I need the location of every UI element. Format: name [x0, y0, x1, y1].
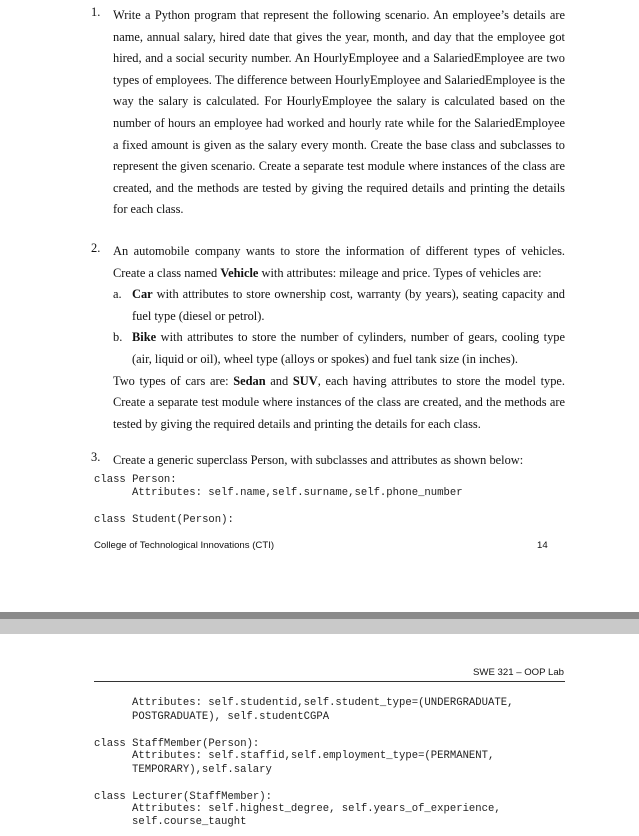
- page-separator: [0, 612, 639, 634]
- code-lecturer-attrs-1: Attributes: self.highest_degree, self.years_of_experience,: [132, 803, 501, 815]
- code-lecturer-class: class Lecturer(StaffMember):: [94, 791, 273, 803]
- question-3-text: Create a generic superclass Person, with subclasses and attributes as shown below:: [113, 453, 524, 467]
- footer-college: College of Technological Innovations (CTI): [94, 540, 275, 551]
- code-staff-attrs-1: Attributes: self.staffid,self.employment_type=(PERMANENT,: [132, 750, 495, 762]
- question-2: [93, 241, 565, 435]
- question-2-item-b: b. Bike with attributes to store the number of cylinders, number of gears, cooling type (air, liquid or oil), wheel type (alloys or spokes) and fuel tank size (in inches).: [113, 330, 565, 366]
- question-2-body: [113, 241, 565, 435]
- question-2-outro: Two types of cars are: Sedan and SUV, each having attributes to store the model type. Create a separate test module where instances of the class are created, and the methods are tested by giving the required details and printing the details for each class.: [113, 373, 566, 431]
- code-staff-class: class StaffMember(Person):: [94, 738, 260, 750]
- footer-page-number: 14: [537, 540, 548, 551]
- code-student-class: class Student(Person):: [94, 514, 234, 526]
- code-lecturer-attrs-2: self.course_taught: [132, 816, 247, 828]
- question-1-text: Write a Python program that represent the following scenario. An employee’s details are name, annual salary, hired date that gives the year, month, and day that the employee got hired, and a social security number. An HourlyEmployee and a SalariedEmployee are two types of employees. The difference between HourlyEmployee and SalariedEmployee is the way the salary is calculated. For HourlyEmployee the salary is calculated based on the number of hours an employee had worked and hourly rate while for the SalariedEmployee a fixed amount is given as the salary every month. Create the base class and subclasses to represent the given scenario. Create a separate test module where instances of the class are created, and the methods are tested by giving the required details and printing the details for each class.: [113, 8, 565, 217]
- question-3-number: 3.: [91, 450, 101, 464]
- code-student-attrs-1: Attributes: self.studentid,self.student_type=(UNDERGRADUATE,: [132, 697, 514, 709]
- question-2-number: 2.: [91, 241, 101, 255]
- code-student-attrs-2: POSTGRADUATE), self.studentCGPA: [132, 711, 330, 723]
- question-1-number: 1.: [91, 5, 101, 19]
- question-2-item-a: a. Car with attributes to store ownership cost, warranty (by years), seating capacity and fuel type (diesel or petrol).: [113, 287, 565, 323]
- question-2-intro: An automobile company wants to store the information of different types of vehicles. Create a class named Vehicle with attributes: mileage and price. Types of vehicles are:: [113, 244, 565, 280]
- question-3: [93, 450, 565, 472]
- header-course: SWE 321 – OOP Lab: [473, 667, 565, 678]
- code-person-class: class Person:: [94, 474, 177, 486]
- header-rule: [94, 681, 565, 682]
- code-person-attrs: Attributes: self.name,self.surname,self.phone_number: [132, 487, 463, 499]
- code-staff-attrs-2: TEMPORARY),self.salary: [132, 764, 272, 776]
- question-1: [93, 5, 565, 221]
